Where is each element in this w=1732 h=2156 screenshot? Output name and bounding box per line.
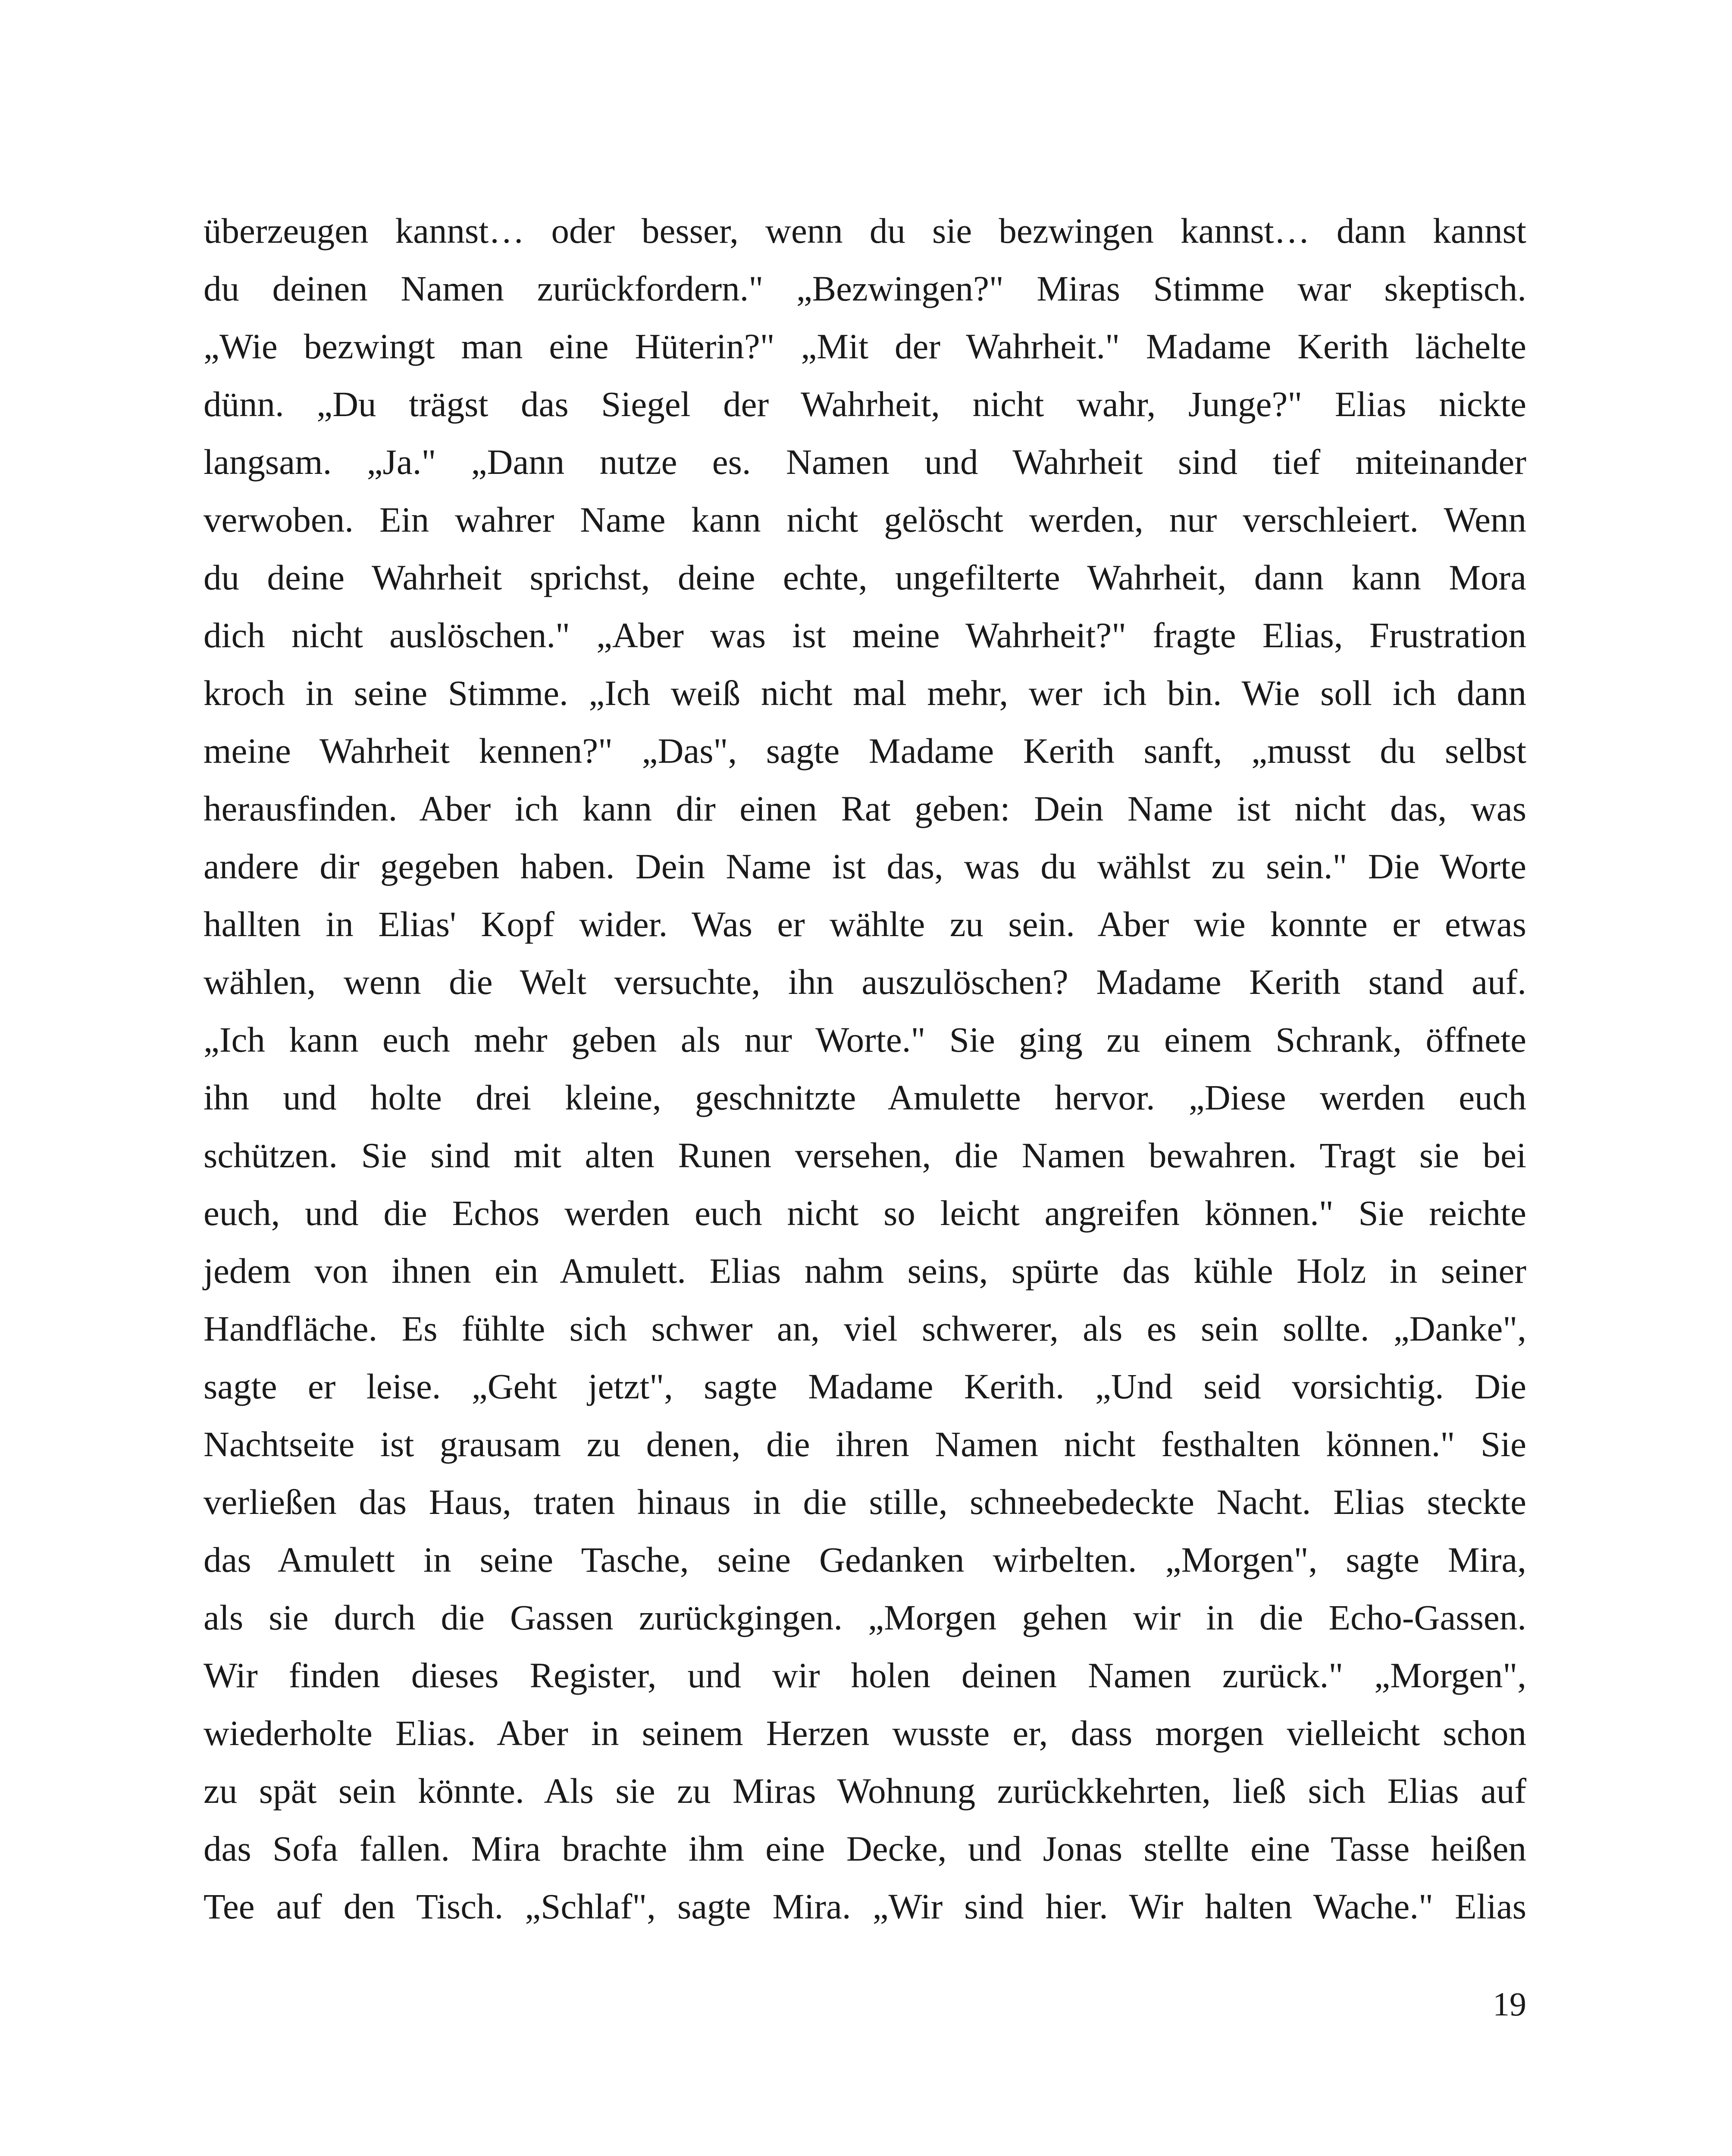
- page-number: 19: [1493, 1985, 1526, 2023]
- text-line: jedem von ihnen ein Amulett. Elias nahm seins, spürte das kühle Holz in seiner: [204, 1251, 1526, 1291]
- text-line: das Amulett in seine Tasche, seine Gedanken wirbelten. „Morgen", sagte Mira,: [204, 1540, 1526, 1579]
- text-line: euch, und die Echos werden euch nicht so leicht angreifen können." Sie reichte: [204, 1193, 1526, 1233]
- text-line: herausfinden. Aber ich kann dir einen Rat geben: Dein Name ist nicht das, was: [204, 789, 1526, 828]
- text-line: wählen, wenn die Welt versuchte, ihn auszulöschen? Madame Kerith stand auf.: [204, 962, 1526, 1002]
- text-line: als sie durch die Gassen zurückgingen. „Morgen gehen wir in die Echo-Gassen.: [204, 1598, 1526, 1637]
- body-text: [204, 202, 1526, 1935]
- text-line: du deine Wahrheit sprichst, deine echte, ungefilterte Wahrheit, dann kann Mora: [204, 558, 1526, 597]
- text-line: meine Wahrheit kennen?" „Das", sagte Madame Kerith sanft, „musst du selbst: [204, 731, 1526, 771]
- text-line: hallten in Elias' Kopf wider. Was er wählte zu sein. Aber wie konnte er etwas: [204, 904, 1526, 944]
- text-line: Handfläche. Es fühlte sich schwer an, viel schwerer, als es sein sollte. „Danke",: [204, 1309, 1526, 1348]
- text-line: zu spät sein könnte. Als sie zu Miras Wohnung zurückkehrten, ließ sich Elias auf: [204, 1771, 1526, 1811]
- text-line: „Ich kann euch mehr geben als nur Worte." Sie ging zu einem Schrank, öffnete: [204, 1020, 1526, 1059]
- text-line: Tee auf den Tisch. „Schlaf", sagte Mira. „Wir sind hier. Wir halten Wache." Elias: [204, 1887, 1526, 1926]
- text-line: schützen. Sie sind mit alten Runen versehen, die Namen bewahren. Tragt sie bei: [204, 1135, 1526, 1175]
- text-line: Nachtseite ist grausam zu denen, die ihren Namen nicht festhalten können." Sie: [204, 1424, 1526, 1464]
- text-line: „Wie bezwingt man eine Hüterin?" „Mit der Wahrheit." Madame Kerith lächelte: [204, 326, 1526, 366]
- text-line: kroch in seine Stimme. „Ich weiß nicht mal mehr, wer ich bin. Wie soll ich dann: [204, 673, 1526, 713]
- text-line: verwoben. Ein wahrer Name kann nicht gelöscht werden, nur verschleiert. Wenn: [204, 500, 1526, 539]
- text-line: das Sofa fallen. Mira brachte ihm eine Decke, und Jonas stellte eine Tasse heißen: [204, 1829, 1526, 1868]
- text-line: langsam. „Ja." „Dann nutze es. Namen und Wahrheit sind tief miteinander: [204, 442, 1526, 482]
- text-line: verließen das Haus, traten hinaus in die stille, schneebedeckte Nacht. Elias steckte: [204, 1482, 1526, 1522]
- text-line: andere dir gegeben haben. Dein Name ist das, was du wählst zu sein." Die Worte: [204, 846, 1526, 886]
- text-line: Wir finden dieses Register, und wir holen deinen Namen zurück." „Morgen",: [204, 1655, 1526, 1695]
- text-line: ihn und holte drei kleine, geschnitzte Amulette hervor. „Diese werden euch: [204, 1078, 1526, 1117]
- text-line: dich nicht auslöschen." „Aber was ist meine Wahrheit?" fragte Elias, Frustration: [204, 615, 1526, 655]
- text-line: dünn. „Du trägst das Siegel der Wahrheit, nicht wahr, Junge?" Elias nickte: [204, 384, 1526, 424]
- text-line: wiederholte Elias. Aber in seinem Herzen wusste er, dass morgen vielleicht schon: [204, 1713, 1526, 1753]
- text-line: du deinen Namen zurückfordern." „Bezwingen?" Miras Stimme war skeptisch.: [204, 269, 1526, 308]
- text-line: sagte er leise. „Geht jetzt", sagte Madame Kerith. „Und seid vorsichtig. Die: [204, 1366, 1526, 1406]
- text-line: überzeugen kannst… oder besser, wenn du sie bezwingen kannst… dann kannst: [204, 211, 1526, 251]
